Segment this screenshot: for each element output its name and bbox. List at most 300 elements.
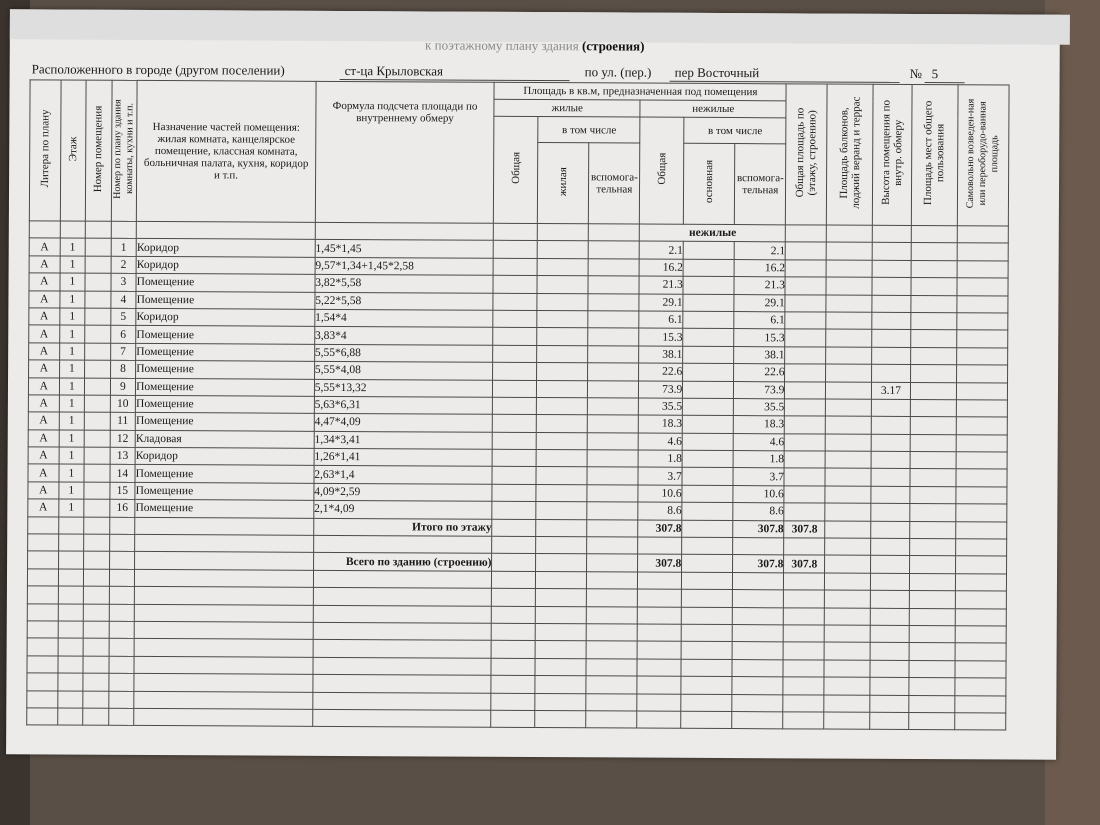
cell-room-plan-no: 10	[110, 395, 136, 413]
cell-room-no	[85, 325, 111, 343]
cell-res-total	[492, 467, 536, 485]
cell-common	[910, 486, 956, 504]
cell-room-no	[84, 412, 110, 430]
cell-room-plan-no: 5	[110, 308, 136, 326]
cell-formula: 3,82*5,58	[315, 275, 494, 293]
cell-res-living	[537, 258, 588, 276]
cell-nonres-aux: 10.6	[733, 485, 784, 503]
cell-res-aux	[587, 432, 638, 450]
cell-res-living	[537, 293, 588, 311]
col-res-incl: в том числе	[538, 117, 640, 143]
cell-res-total	[493, 310, 537, 328]
cell-nonres-aux: 3.7	[733, 468, 784, 486]
col-nonres-total: Общая	[655, 152, 669, 185]
cell-res-aux	[588, 293, 639, 311]
cell-res-aux	[588, 380, 639, 398]
cell-height	[872, 277, 911, 295]
cell-litera: А	[28, 499, 59, 517]
col-res-total: Общая	[509, 152, 523, 185]
cell-nonres-total: 18.3	[639, 415, 683, 433]
cell-litera: А	[28, 395, 59, 413]
cell-litera: А	[28, 430, 59, 448]
cell-formula: 5,63*6,31	[314, 396, 493, 414]
cell-room-no	[84, 482, 110, 500]
location-label: Расположенного в городе (другом поселении)	[31, 61, 285, 78]
street-label: по ул. (пер.)	[584, 64, 652, 80]
cell-etazh: 1	[59, 395, 85, 413]
cell-height	[872, 347, 911, 365]
cell-purpose: Помещение	[136, 361, 315, 379]
col-living: жилая	[557, 166, 570, 196]
cell-litera: А	[28, 447, 59, 465]
cell-nonres-main	[682, 503, 733, 521]
cell-nonres-main	[682, 416, 733, 434]
cell-formula: 1,45*1,45	[315, 240, 494, 258]
cell-illegal	[957, 278, 1008, 296]
cell-height	[872, 312, 911, 330]
cell-illegal	[957, 243, 1008, 261]
cell-height	[872, 330, 911, 348]
cell-formula: 2,63*1,4	[314, 466, 493, 484]
cell-litera: А	[28, 412, 59, 430]
cell-res-total	[494, 241, 538, 259]
cell-etazh: 1	[59, 308, 85, 326]
cell-balconies	[826, 329, 872, 347]
col-common: Площадь мест общего пользования	[922, 100, 947, 206]
cell-res-total	[492, 502, 536, 520]
cell-formula: 5,55*13,32	[314, 379, 493, 397]
cell-common	[910, 469, 956, 487]
cell-height	[871, 399, 910, 417]
cell-res-living	[537, 363, 588, 381]
cell-res-total	[493, 345, 537, 363]
cell-illegal	[957, 313, 1008, 331]
col-balconies: Площадь балконов, лоджий веранд и террас	[837, 96, 863, 209]
cell-floor-total	[785, 434, 826, 452]
cell-formula: 2,1*4,09	[314, 501, 493, 519]
cell-res-living	[537, 241, 588, 259]
cell-etazh: 1	[58, 499, 84, 517]
cell-room-no	[85, 291, 111, 309]
cell-res-total	[492, 484, 536, 502]
cell-height	[871, 434, 910, 452]
cell-room-no	[84, 395, 110, 413]
cell-purpose: Кладовая	[135, 430, 314, 448]
cell-etazh: 1	[59, 464, 85, 482]
cell-litera: А	[29, 238, 60, 256]
col-nonres-aux: вспомога-тельная	[735, 144, 787, 225]
cell-common	[911, 347, 957, 365]
cell-balconies	[825, 451, 871, 469]
cell-purpose: Коридор	[136, 256, 315, 274]
cell-room-no	[85, 360, 111, 378]
cell-illegal	[956, 417, 1007, 435]
cell-height	[872, 364, 911, 382]
cell-etazh: 1	[59, 482, 85, 500]
cell-room-plan-no: 7	[110, 343, 136, 361]
cell-illegal	[956, 400, 1007, 418]
cell-res-aux	[588, 328, 639, 346]
cell-height	[872, 243, 911, 261]
cell-nonres-total: 15.3	[639, 328, 683, 346]
cell-common	[911, 260, 957, 278]
cell-res-aux	[588, 276, 639, 294]
cell-res-total	[493, 362, 537, 380]
cell-nonres-aux: 22.6	[734, 364, 785, 382]
cell-room-no	[84, 499, 110, 517]
cell-purpose: Коридор	[136, 239, 315, 257]
cell-floor-total	[784, 503, 825, 521]
cell-litera: А	[29, 273, 60, 291]
floor-total-row-nonres-total: 307.8	[638, 520, 682, 538]
floor-total-row-floor-total: 307.8	[784, 520, 825, 538]
cell-formula: 3,83*4	[314, 327, 493, 345]
cell-formula: 5,55*4,08	[314, 361, 493, 379]
number-label: №	[909, 65, 923, 82]
cell-room-no	[84, 465, 110, 483]
cell-nonres-aux: 38.1	[734, 346, 785, 364]
heading-title-suffix: (строения)	[581, 38, 645, 54]
cell-purpose: Помещение	[135, 465, 314, 483]
col-litera: Литера по плану	[38, 109, 52, 188]
cell-floor-total	[786, 242, 827, 260]
cell-nonres-total: 2.1	[640, 241, 684, 259]
cell-nonres-main	[683, 381, 734, 399]
cell-res-aux	[588, 311, 639, 329]
cell-room-plan-no: 6	[110, 326, 136, 344]
cell-nonres-main	[682, 433, 733, 451]
cell-nonres-aux: 4.6	[733, 433, 784, 451]
cell-formula: 1,26*1,41	[314, 448, 493, 466]
cell-common	[911, 278, 957, 296]
cell-nonres-aux: 1.8	[733, 451, 784, 469]
cell-height	[871, 504, 910, 522]
cell-res-living	[536, 432, 587, 450]
cell-room-plan-no: 12	[110, 430, 136, 448]
cell-etazh: 1	[59, 430, 85, 448]
cell-nonres-total: 73.9	[639, 381, 683, 399]
cell-nonres-aux: 35.5	[734, 398, 785, 416]
cell-nonres-main	[683, 346, 734, 364]
cell-balconies	[826, 382, 872, 400]
col-etazh: Этаж	[67, 136, 80, 161]
cell-res-living	[537, 380, 588, 398]
cell-res-total	[493, 275, 537, 293]
cell-balconies	[826, 312, 872, 330]
cell-common	[911, 243, 957, 261]
cell-common	[911, 312, 957, 330]
cell-height	[872, 260, 911, 278]
cell-nonres-total: 6.1	[639, 311, 683, 329]
cell-nonres-total: 16.2	[639, 259, 683, 277]
cell-nonres-aux: 29.1	[734, 294, 785, 312]
cell-room-plan-no: 3	[111, 273, 137, 291]
cell-purpose: Помещение	[135, 482, 314, 500]
cell-nonres-main	[682, 450, 733, 468]
col-area-group: Площадь в кв.м, предназначенная под помещения	[494, 82, 786, 101]
floor-total-row-label: Итого по этажу	[313, 518, 492, 536]
cell-res-aux	[588, 398, 639, 416]
cell-litera: А	[28, 482, 59, 500]
cell-formula: 9,57*1,34+1,45*2,58	[315, 257, 494, 275]
cell-nonres-main	[683, 276, 734, 294]
cell-height	[871, 451, 910, 469]
cell-nonres-total: 4.6	[639, 433, 683, 451]
cell-etazh: 1	[59, 378, 85, 396]
cell-purpose: Помещение	[135, 500, 314, 518]
cell-balconies	[826, 260, 872, 278]
cell-illegal	[956, 469, 1007, 487]
explication-table	[26, 79, 1009, 730]
cell-nonres-main	[682, 468, 733, 486]
col-res-aux: вспомога-тельная	[589, 143, 640, 224]
cell-illegal	[956, 504, 1007, 522]
cell-res-living	[537, 310, 588, 328]
cell-nonres-main	[683, 311, 734, 329]
cell-formula: 5,55*6,88	[314, 344, 493, 362]
cell-common	[910, 399, 956, 417]
cell-litera: А	[29, 256, 60, 274]
building-total-row-nonres-aux: 307.8	[733, 555, 784, 573]
number-value: 5	[931, 66, 939, 82]
cell-nonres-main	[683, 242, 734, 260]
cell-etazh: 1	[59, 447, 85, 465]
cell-purpose: Коридор	[135, 447, 314, 465]
cell-formula: 1,54*4	[315, 309, 494, 327]
cell-res-aux	[588, 241, 639, 259]
col-formula: Формула подсчета площади по внутреннему обмеру	[315, 81, 494, 223]
number-underline	[925, 82, 965, 83]
cell-room-plan-no: 11	[110, 413, 136, 431]
cell-purpose: Помещение	[135, 413, 314, 431]
cell-purpose: Помещение	[136, 274, 315, 292]
cell-floor-total	[785, 260, 826, 278]
cell-floor-total	[785, 294, 826, 312]
col-purpose: Назначение частей помещения: жилая комната, канцелярское помещение, классная комната, больничная палата, кухня, коридор и т.п.	[137, 80, 316, 222]
cell-nonres-aux: 8.6	[733, 503, 784, 521]
cell-common	[910, 417, 956, 435]
cell-room-plan-no: 16	[109, 500, 135, 518]
cell-nonres-total: 22.6	[639, 363, 683, 381]
cell-nonres-main	[682, 485, 733, 503]
cell-nonres-main	[683, 398, 734, 416]
cell-litera: А	[28, 464, 59, 482]
cell-litera: А	[29, 343, 60, 361]
cell-balconies	[826, 347, 872, 365]
cell-res-living	[536, 484, 587, 502]
cell-nonres-total: 29.1	[639, 294, 683, 312]
cell-common	[910, 382, 956, 400]
cell-room-plan-no: 2	[111, 256, 137, 274]
cell-illegal	[956, 434, 1007, 452]
cell-height	[872, 295, 911, 313]
cell-res-aux	[587, 467, 638, 485]
cell-res-living	[537, 328, 588, 346]
cell-nonres-total: 3.7	[638, 468, 682, 486]
cell-nonres-total: 10.6	[638, 485, 682, 503]
cell-room-no	[85, 308, 111, 326]
cell-floor-total	[784, 451, 825, 469]
cell-nonres-total: 1.8	[638, 450, 682, 468]
cell-nonres-aux: 73.9	[734, 381, 785, 399]
cell-common	[910, 434, 956, 452]
location-city: ст-ца Крыловская	[344, 63, 444, 79]
building-total-row-label: Всего по зданию (строению)	[313, 553, 492, 571]
cell-res-living	[537, 345, 588, 363]
cell-balconies	[825, 416, 871, 434]
cell-room-no	[84, 447, 110, 465]
cell-room-plan-no: 14	[110, 465, 136, 483]
cell-common	[911, 330, 957, 348]
building-total-row-nonres-total: 307.8	[638, 554, 682, 572]
cell-room-plan-no: 8	[110, 360, 136, 378]
cell-floor-total	[785, 312, 826, 330]
cell-res-total	[493, 328, 537, 346]
cell-room-no	[84, 430, 110, 448]
cell-nonres-total: 35.5	[639, 398, 683, 416]
cell-etazh: 1	[59, 343, 85, 361]
col-residential: жилые	[494, 99, 640, 117]
cell-illegal	[956, 382, 1007, 400]
cell-litera: А	[29, 290, 60, 308]
cell-purpose: Помещение	[136, 395, 315, 413]
heading-faded: к поэтажному плану здания	[425, 37, 579, 54]
cell-formula: 4,09*2,59	[314, 483, 493, 501]
cell-res-aux	[588, 415, 639, 433]
col-illegal: Самовольно возведен-ная или переоборудо-ванная площадь	[964, 98, 1001, 209]
cell-illegal	[956, 452, 1007, 470]
cell-nonres-aux: 15.3	[734, 329, 785, 347]
cell-floor-total	[784, 486, 825, 504]
cell-formula: 4,47*4,09	[314, 414, 493, 432]
cell-illegal	[957, 260, 1008, 278]
floor-total-row-nonres-aux: 307.8	[733, 520, 784, 538]
cell-nonres-aux: 18.3	[734, 416, 785, 434]
col-nonresidential: нежилые	[640, 100, 786, 118]
cell-res-living	[536, 467, 587, 485]
cell-res-total	[493, 432, 537, 450]
section-label: нежилые	[640, 224, 786, 242]
cell-balconies	[826, 399, 872, 417]
cell-res-living	[537, 415, 588, 433]
cell-nonres-main	[683, 294, 734, 312]
cell-nonres-main	[683, 329, 734, 347]
cell-res-total	[493, 380, 537, 398]
cell-balconies	[826, 277, 872, 295]
cell-res-living	[536, 450, 587, 468]
cell-common	[910, 365, 956, 383]
cell-etazh: 1	[60, 238, 86, 256]
cell-purpose: Коридор	[136, 308, 315, 326]
cell-res-total	[493, 293, 537, 311]
cell-res-aux	[588, 259, 639, 277]
cell-room-no	[85, 273, 111, 291]
cell-illegal	[956, 365, 1007, 383]
cell-floor-total	[785, 277, 826, 295]
cell-illegal	[957, 295, 1008, 313]
cell-height	[871, 469, 910, 487]
cell-purpose: Помещение	[136, 326, 315, 344]
cell-nonres-aux: 16.2	[734, 259, 785, 277]
cell-balconies	[826, 295, 872, 313]
cell-illegal	[956, 347, 1007, 365]
cell-nonres-total: 8.6	[638, 502, 682, 520]
cell-room-plan-no: 13	[110, 447, 136, 465]
col-main: основная	[703, 160, 716, 204]
cell-balconies	[825, 486, 871, 504]
cell-floor-total	[785, 416, 826, 434]
cell-room-plan-no: 9	[110, 378, 136, 396]
cell-res-living	[537, 276, 588, 294]
cell-res-aux	[588, 346, 639, 364]
document-page	[6, 9, 1060, 759]
cell-litera: А	[29, 325, 60, 343]
cell-height	[871, 486, 910, 504]
col-floor-total: Общая площадь по (этажу, строению)	[794, 107, 819, 198]
street-value: пер Восточный	[674, 64, 760, 81]
cell-floor-total	[785, 399, 826, 417]
cell-floor-total	[785, 347, 826, 365]
cell-room-no	[85, 378, 111, 396]
cell-nonres-main	[683, 259, 734, 277]
cell-formula: 1,34*3,41	[314, 431, 493, 449]
cell-common	[910, 504, 956, 522]
cell-etazh: 1	[60, 256, 86, 274]
cell-room-plan-no: 1	[111, 239, 137, 257]
cell-formula: 5,22*5,58	[315, 292, 494, 310]
cell-litera: А	[28, 377, 59, 395]
cell-height: 3.17	[872, 382, 911, 400]
cell-room-no	[85, 239, 111, 257]
cell-nonres-main	[683, 363, 734, 381]
empty-row	[27, 708, 1006, 731]
col-room-no: Номер помещения	[92, 105, 105, 193]
cell-floor-total	[785, 381, 826, 399]
building-total-row-floor-total: 307.8	[784, 555, 825, 573]
cell-res-living	[537, 397, 588, 415]
cell-purpose: Помещение	[136, 291, 315, 309]
cell-floor-total	[784, 468, 825, 486]
cell-nonres-total: 38.1	[639, 346, 683, 364]
cell-balconies	[825, 503, 871, 521]
cell-common	[911, 295, 957, 313]
cell-room-no	[85, 343, 111, 361]
col-nonres-incl: в том числе	[684, 118, 786, 144]
cell-etazh: 1	[59, 412, 85, 430]
cell-illegal	[957, 330, 1008, 348]
cell-nonres-total: 21.3	[639, 276, 683, 294]
cell-illegal	[956, 487, 1007, 505]
cell-etazh: 1	[60, 273, 86, 291]
cell-room-no	[85, 256, 111, 274]
cell-res-living	[536, 502, 587, 520]
cell-res-total	[493, 258, 537, 276]
cell-balconies	[825, 469, 871, 487]
cell-nonres-aux: 2.1	[734, 242, 785, 260]
cell-etazh: 1	[59, 325, 85, 343]
cell-balconies	[826, 364, 872, 382]
cell-room-plan-no: 15	[110, 482, 136, 500]
cell-res-aux	[587, 502, 638, 520]
col-room-plan-no: Номер по плану здания комнаты, кухни и т.п.	[111, 99, 136, 199]
cell-balconies	[826, 242, 872, 260]
cell-purpose: Помещение	[136, 378, 315, 396]
cell-common	[910, 452, 956, 470]
cell-etazh: 1	[60, 291, 86, 309]
cell-litera: А	[29, 360, 60, 378]
col-height: Высота помещения по внутр. обмеру	[879, 100, 905, 206]
cell-floor-total	[785, 364, 826, 382]
